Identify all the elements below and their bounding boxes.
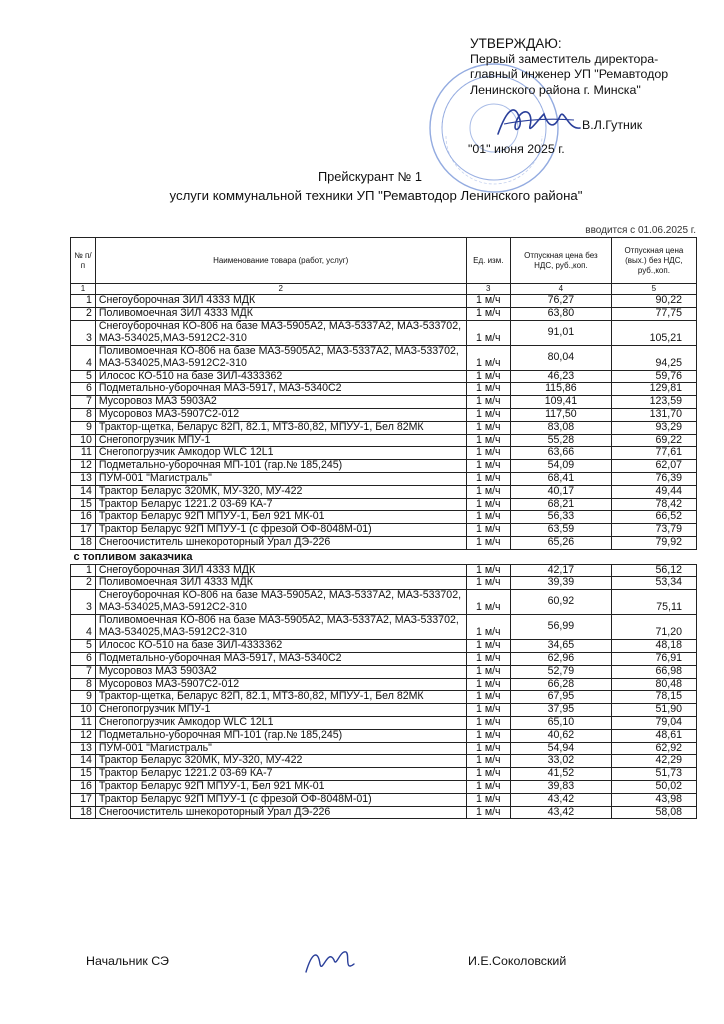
row-price-weekend: 93,29 [611,421,696,434]
row-unit: 1 м/ч [466,768,511,781]
row-service-name: Трактор Беларус 1221.2 03-69 КА-7 [95,498,466,511]
row-price-weekend: 51,73 [611,768,696,781]
row-unit: 1 м/ч [466,383,511,396]
row-price: 43,42 [511,806,612,819]
row-unit: 1 м/ч [466,652,511,665]
row-price-weekend: 58,08 [611,806,696,819]
row-service-name: Снегоуборочная КО-806 на базе МАЗ-5905А2, МАЗ-5337А2, МАЗ-533702, МАЗ-534025,МАЗ-5912С2-310 [95,320,466,345]
row-price-weekend: 79,92 [611,536,696,549]
row-unit: 1 м/ч [466,370,511,383]
row-unit: 1 м/ч [466,434,511,447]
table-row [71,768,697,781]
row-price-weekend: 66,98 [611,665,696,678]
approval-date: "01" июня 2025 г. [468,141,565,156]
table-row [71,652,697,665]
row-number: 15 [71,768,96,781]
row-service-name: Поливомоечная ЗИЛ 4333 МДК [95,577,466,590]
table-row [71,460,697,473]
row-price: 54,09 [511,460,612,473]
approval-signer: В.Л.Гутник [582,118,643,132]
row-unit: 1 м/ч [466,460,511,473]
row-number: 9 [71,691,96,704]
row-price: 63,66 [511,447,612,460]
row-number: 5 [71,640,96,653]
table-row [71,793,697,806]
row-unit: 1 м/ч [466,793,511,806]
row-price: 115,86 [511,383,612,396]
row-price-weekend: 42,29 [611,755,696,768]
row-unit: 1 м/ч [466,665,511,678]
row-number: 14 [71,485,96,498]
row-price: 41,52 [511,768,612,781]
row-price-weekend: 77,75 [611,307,696,320]
row-service-name: Подметально-уборочная МП-101 (гар.№ 185,245) [95,729,466,742]
table-row [71,345,697,370]
row-price: 68,41 [511,472,612,485]
section-title: с топливом заказчика [71,549,697,564]
row-number: 11 [71,716,96,729]
row-service-name: Поливомоечная КО-806 на базе МАЗ-5905А2, МАЗ-5337А2, МАЗ-533702, МАЗ-534025,МАЗ-5912С2-310 [95,345,466,370]
row-unit: 1 м/ч [466,447,511,460]
header-price-weekend: Отпускная цена (вых.) без НДС, руб.,коп. [611,238,696,284]
row-number: 7 [71,665,96,678]
table-row [71,742,697,755]
row-price-weekend: 56,12 [611,564,696,577]
header-num: № п/п [71,238,96,284]
row-price-weekend: 62,07 [611,460,696,473]
row-number: 6 [71,652,96,665]
row-number: 13 [71,742,96,755]
row-number: 12 [71,729,96,742]
row-number: 6 [71,383,96,396]
row-unit: 1 м/ч [466,590,511,615]
row-price-weekend: 78,15 [611,691,696,704]
row-price-weekend: 48,61 [611,729,696,742]
row-price-weekend: 43,98 [611,793,696,806]
row-price-weekend: 76,91 [611,652,696,665]
table-row [71,806,697,819]
row-number: 1 [71,564,96,577]
row-price: 66,28 [511,678,612,691]
row-unit: 1 м/ч [466,806,511,819]
row-price-weekend: 105,21 [611,320,696,345]
row-price-weekend: 62,92 [611,742,696,755]
approval-position-line1: Первый заместитель директора- [470,51,659,66]
row-price: 43,42 [511,793,612,806]
row-number: 4 [71,615,96,640]
row-unit: 1 м/ч [466,511,511,524]
table-row [71,678,697,691]
table-row [71,408,697,421]
row-price: 42,17 [511,564,612,577]
row-service-name: ПУМ-001 "Магистраль" [95,742,466,755]
row-unit: 1 м/ч [466,577,511,590]
row-service-name: Трактор Беларус 92П МПУУ-1, Бел 921 МК-01 [95,780,466,793]
row-service-name: Трактор Беларус 1221.2 03-69 КА-7 [95,768,466,781]
row-price-weekend: 59,76 [611,370,696,383]
row-unit: 1 м/ч [466,345,511,370]
approval-position-line2: главный инженер УП "Ремавтодор [470,67,669,81]
table-row [71,485,697,498]
row-price-weekend: 79,04 [611,716,696,729]
row-price-weekend: 53,34 [611,577,696,590]
row-price: 39,39 [511,577,612,590]
row-price: 91,01 [511,320,612,345]
row-number: 4 [71,345,96,370]
row-price: 67,95 [511,691,612,704]
row-service-name: Снегоуборочная ЗИЛ 4333 МДК [95,564,466,577]
row-price: 52,79 [511,665,612,678]
table-body [71,295,697,819]
row-unit: 1 м/ч [466,295,511,308]
table-row [71,447,697,460]
row-number: 16 [71,780,96,793]
row-price-weekend: 80,48 [611,678,696,691]
table-row [71,704,697,717]
row-unit: 1 м/ч [466,691,511,704]
row-service-name: Поливомоечная ЗИЛ 4333 МДК [95,307,466,320]
footer-position: Начальник СЭ [86,954,169,968]
row-service-name: Подметально-уборочная МАЗ-5917, МАЗ-5340С2 [95,383,466,396]
row-service-name: Подметально-уборочная МП-101 (гар.№ 185,245) [95,460,466,473]
row-price-weekend: 131,70 [611,408,696,421]
row-service-name: Трактор Беларус 92П МПУУ-1 (с фрезой ОФ-8048М-01) [95,524,466,537]
row-number: 16 [71,511,96,524]
row-service-name: Мусоровоз МАЗ-5907С2-012 [95,678,466,691]
colnum-1: 1 [71,284,96,295]
row-price: 63,59 [511,524,612,537]
row-unit: 1 м/ч [466,498,511,511]
row-number: 14 [71,755,96,768]
price-table [70,237,697,819]
row-unit: 1 м/ч [466,780,511,793]
table-row [71,498,697,511]
row-unit: 1 м/ч [466,755,511,768]
table-row [71,780,697,793]
row-price: 34,65 [511,640,612,653]
row-price: 68,21 [511,498,612,511]
row-price: 65,26 [511,536,612,549]
table-row [71,421,697,434]
row-price-weekend: 90,22 [611,295,696,308]
header-unit: Ед. изм. [466,238,511,284]
row-number: 3 [71,590,96,615]
row-service-name: Снегоуборочная ЗИЛ 4333 МДК [95,295,466,308]
row-service-name: Трактор Беларус 320МК, МУ-320, МУ-422 [95,485,466,498]
row-unit: 1 м/ч [466,640,511,653]
row-service-name: Трактор-щетка, Беларус 82П, 82.1, МТЗ-80,82, МПУУ-1, Бел 82МК [95,691,466,704]
row-price: 33,02 [511,755,612,768]
row-price-weekend: 73,79 [611,524,696,537]
row-price: 46,23 [511,370,612,383]
row-price-weekend: 51,90 [611,704,696,717]
row-service-name: Трактор Беларус 92П МПУУ-1 (с фрезой ОФ-8048М-01) [95,793,466,806]
row-price: 62,96 [511,652,612,665]
row-service-name: Трактор Беларус 320МК, МУ-320, МУ-422 [95,755,466,768]
colnum-3: 3 [466,284,511,295]
row-number: 18 [71,536,96,549]
row-unit: 1 м/ч [466,678,511,691]
row-number: 5 [71,370,96,383]
row-unit: 1 м/ч [466,421,511,434]
table-colnum-row [71,284,697,295]
row-number: 17 [71,524,96,537]
row-price: 117,50 [511,408,612,421]
row-unit: 1 м/ч [466,396,511,409]
row-service-name: Снегопогрузчик Амкодор WLC 12L1 [95,716,466,729]
row-price-weekend: 69,22 [611,434,696,447]
row-price: 65,10 [511,716,612,729]
table-row [71,665,697,678]
table-row [71,396,697,409]
row-price: 83,08 [511,421,612,434]
row-price: 63,80 [511,307,612,320]
row-price-weekend: 123,59 [611,396,696,409]
approval-heading: УТВЕРЖДАЮ: [470,36,562,51]
row-service-name: ПУМ-001 "Магистраль" [95,472,466,485]
table-row [71,729,697,742]
row-service-name: Мусоровоз МАЗ-5907С2-012 [95,408,466,421]
header-name: Наименование товара (работ, услуг) [95,238,466,284]
row-unit: 1 м/ч [466,704,511,717]
row-number: 15 [71,498,96,511]
row-number: 18 [71,806,96,819]
row-price-weekend: 48,18 [611,640,696,653]
row-price: 39,83 [511,780,612,793]
table-row [71,511,697,524]
row-service-name: Трактор-щетка, Беларус 82П, 82.1, МТЗ-80,82, МПУУ-1, Бел 82МК [95,421,466,434]
row-price-weekend: 75,11 [611,590,696,615]
row-unit: 1 м/ч [466,536,511,549]
row-price: 54,94 [511,742,612,755]
row-price: 109,41 [511,396,612,409]
row-price-weekend: 129,81 [611,383,696,396]
header-price: Отпускная цена без НДС, руб.,коп. [511,238,612,284]
row-price: 37,95 [511,704,612,717]
table-row [71,564,697,577]
table-row [71,370,697,383]
row-unit: 1 м/ч [466,307,511,320]
row-service-name: Снегопогрузчик Амкодор WLC 12L1 [95,447,466,460]
row-unit: 1 м/ч [466,408,511,421]
row-number: 11 [71,447,96,460]
row-service-name: Илосос КО-510 на базе ЗИЛ-4333362 [95,640,466,653]
row-unit: 1 м/ч [466,472,511,485]
table-row [71,615,697,640]
colnum-2: 2 [95,284,466,295]
colnum-4: 4 [511,284,612,295]
table-row [71,691,697,704]
row-price-weekend: 49,44 [611,485,696,498]
row-unit: 1 м/ч [466,742,511,755]
row-service-name: Снегопогрузчик МПУ-1 [95,704,466,717]
row-price-weekend: 77,61 [611,447,696,460]
footer-signature [300,942,360,978]
section-header-row [71,549,697,564]
row-number: 10 [71,704,96,717]
row-service-name: Снегоочиститель шнекороторный Урал ДЭ-226 [95,806,466,819]
row-service-name: Поливомоечная КО-806 на базе МАЗ-5905А2, МАЗ-5337А2, МАЗ-533702, МАЗ-534025,МАЗ-5912С2-310 [95,615,466,640]
table-row [71,320,697,345]
row-number: 2 [71,577,96,590]
table-row [71,536,697,549]
approval-position-line3: Ленинского района г. Минска" [470,82,641,97]
row-service-name: Подметально-уборочная МАЗ-5917, МАЗ-5340С2 [95,652,466,665]
row-price: 55,28 [511,434,612,447]
row-service-name: Мусоровоз МАЗ 5903А2 [95,396,466,409]
row-price: 40,17 [511,485,612,498]
table-row [71,640,697,653]
row-number: 12 [71,460,96,473]
row-service-name: Снегоочиститель шнекороторный Урал ДЭ-226 [95,536,466,549]
row-price: 40,62 [511,729,612,742]
document-title: Прейскурант № 1 [317,169,423,184]
row-number: 10 [71,434,96,447]
row-unit: 1 м/ч [466,485,511,498]
row-price-weekend: 94,25 [611,345,696,370]
footer-name: И.Е.Соколовский [468,954,567,968]
row-number: 3 [71,320,96,345]
row-price-weekend: 78,42 [611,498,696,511]
table-row [71,590,697,615]
effective-date: вводится с 01.06.2025 г. [585,225,696,236]
row-price-weekend: 76,39 [611,472,696,485]
row-service-name: Снегопогрузчик МПУ-1 [95,434,466,447]
row-price: 56,99 [511,615,612,640]
row-price-weekend: 66,52 [611,511,696,524]
row-unit: 1 м/ч [466,716,511,729]
row-number: 17 [71,793,96,806]
table-header-row [71,238,697,284]
table-row [71,434,697,447]
row-price-weekend: 50,02 [611,780,696,793]
table-row [71,307,697,320]
row-unit: 1 м/ч [466,564,511,577]
row-number: 7 [71,396,96,409]
row-service-name: Илосос КО-510 на базе ЗИЛ-4333362 [95,370,466,383]
row-unit: 1 м/ч [466,524,511,537]
table-row [71,755,697,768]
approval-block [470,36,720,157]
table-row [71,472,697,485]
row-price: 56,33 [511,511,612,524]
table-row [71,716,697,729]
table-row [71,577,697,590]
row-number: 2 [71,307,96,320]
row-number: 8 [71,408,96,421]
table-row [71,383,697,396]
row-service-name: Снегоуборочная КО-806 на базе МАЗ-5905А2, МАЗ-5337А2, МАЗ-533702, МАЗ-534025,МАЗ-5912С2-310 [95,590,466,615]
document-subtitle: услуги коммунальной техники УП "Ремавтодор Ленинского района" [169,188,583,203]
row-unit: 1 м/ч [466,320,511,345]
row-price-weekend: 71,20 [611,615,696,640]
colnum-5: 5 [611,284,696,295]
row-number: 13 [71,472,96,485]
row-price: 76,27 [511,295,612,308]
row-price: 80,04 [511,345,612,370]
row-service-name: Трактор Беларус 92П МПУУ-1, Бел 921 МК-01 [95,511,466,524]
row-number: 1 [71,295,96,308]
row-unit: 1 м/ч [466,729,511,742]
row-number: 8 [71,678,96,691]
row-price: 60,92 [511,590,612,615]
row-service-name: Мусоровоз МАЗ 5903А2 [95,665,466,678]
table-row [71,524,697,537]
table-row [71,295,697,308]
row-number: 9 [71,421,96,434]
row-unit: 1 м/ч [466,615,511,640]
